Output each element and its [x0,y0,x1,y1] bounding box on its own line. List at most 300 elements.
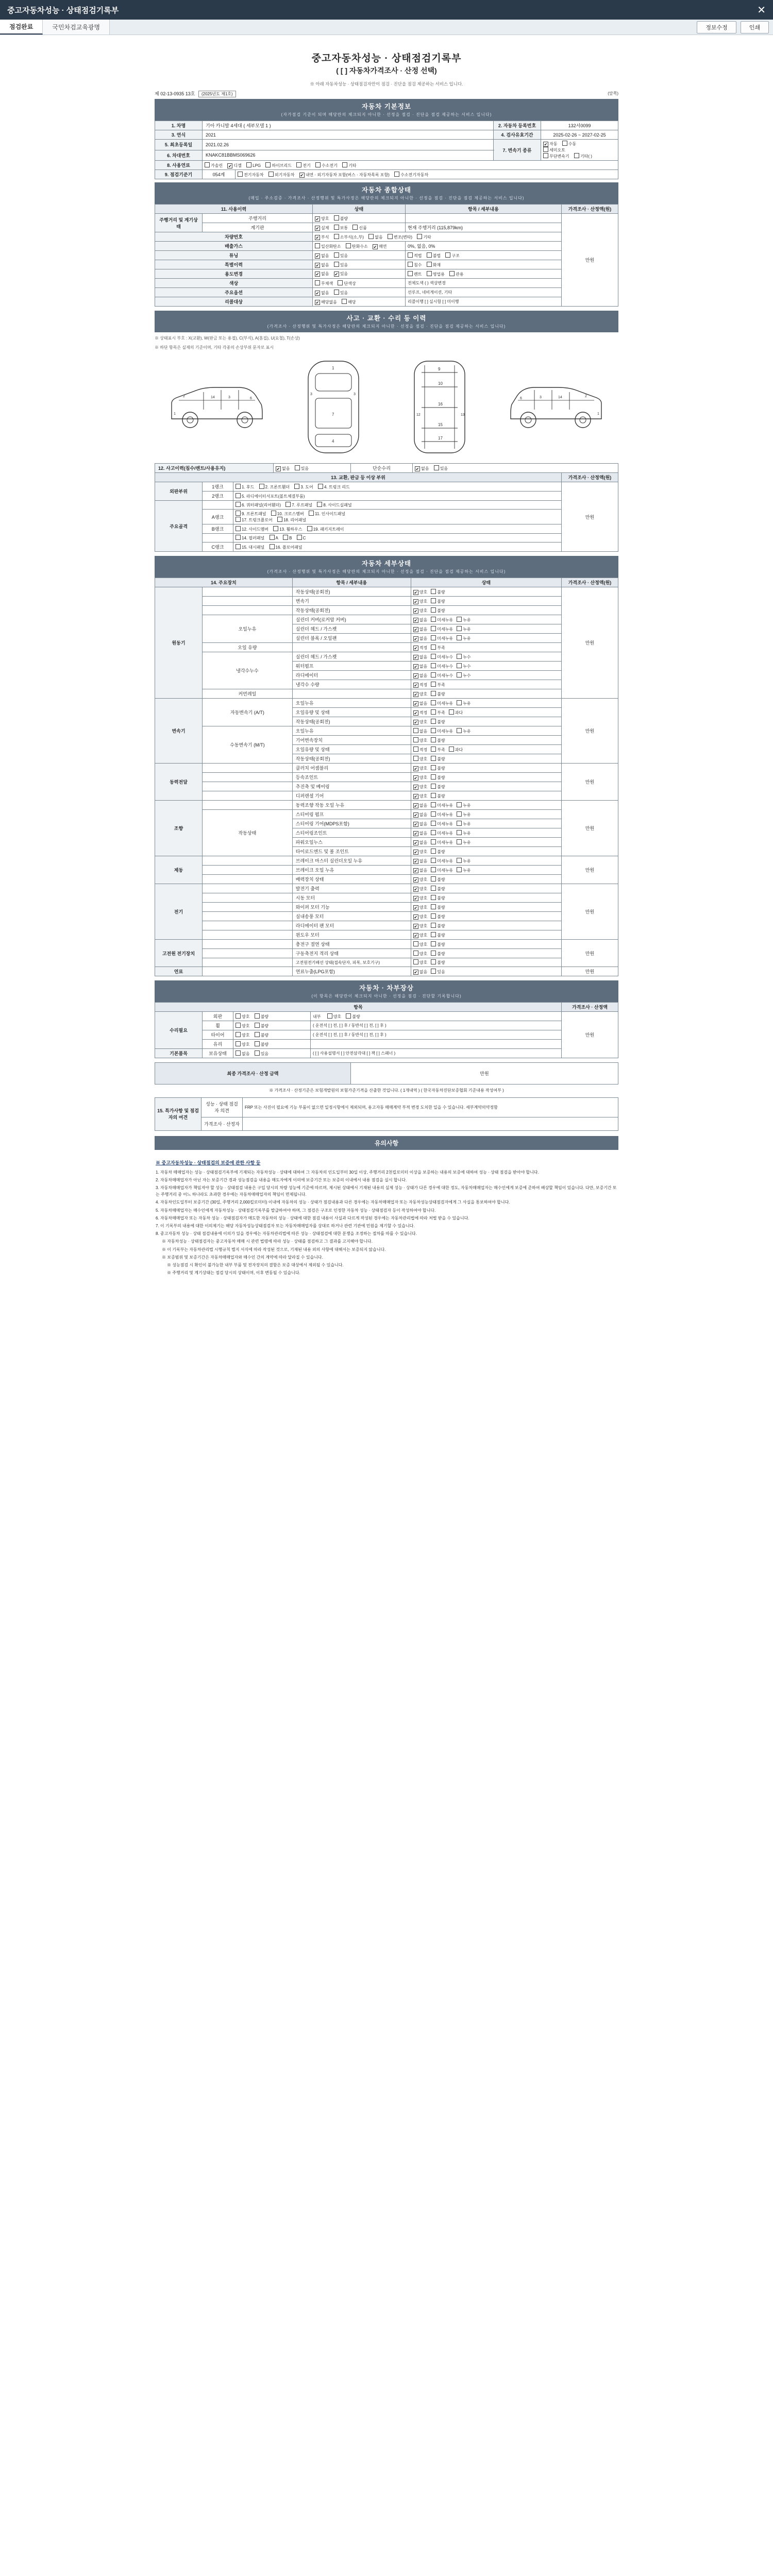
checkbox-none[interactable]: ✔ 없음 [413,812,427,818]
checkbox-tuning-none[interactable]: ✔ 없음 [315,253,329,259]
extra-options [233,1021,311,1030]
item-options [411,652,561,662]
checkbox-yes[interactable]: 있음 [431,969,445,975]
checkbox-hybrid[interactable]: 하이브리드 [265,162,292,168]
checkbox-business[interactable]: 영업용 [427,271,445,277]
checkbox-quarter-panel[interactable]: 6. 쿼터패널(리어휀더) [236,502,281,508]
checkbox-bad[interactable]: 불량 [431,932,445,938]
item-label: 작동상태(공회전) [292,717,411,726]
checkbox-low[interactable]: 부족 [431,709,445,716]
checkbox-leak[interactable]: 누유 [457,802,470,808]
checkbox-bad[interactable]: 불량 [431,904,445,910]
checkbox-low[interactable]: 부족 [431,645,445,651]
form-number: 제 02-13-0935 13호 [155,91,195,96]
checkbox-package-tray[interactable]: 19. 패키지트레이 [307,526,344,532]
checkbox-bad[interactable]: 불량 [255,1032,268,1038]
checkbox-other[interactable]: 기타( ) [574,153,592,159]
checkbox-bad[interactable]: 불량 [431,598,445,604]
sub-label-oil-level: 오일 유량 [203,643,293,652]
table-row [155,288,618,297]
table-row [155,893,618,903]
checkbox-none[interactable]: ✔ 없음 [413,617,427,623]
document-sheet [0,35,773,1303]
sub-label [203,597,293,606]
extra-item: 휠 [203,1021,233,1030]
section-band-basic [155,99,618,121]
opinion-price-value [243,1117,618,1130]
table-head-row [155,473,618,482]
checkbox-bad[interactable]: 불량 [255,1023,268,1029]
checkbox-bad[interactable]: 불량 [255,1013,268,1020]
checkbox-bad[interactable]: 불량 [431,876,445,883]
checkbox-good[interactable]: ✔ 양호 [413,589,427,595]
checkbox-electric[interactable]: 전기 [296,162,310,168]
checkbox-hydrogen[interactable]: 수소전기 [315,162,338,168]
checkbox-none[interactable]: 없음 [236,1050,249,1057]
panel-price: 만원 [562,482,618,552]
checkbox-co[interactable]: 일산화탄소 [315,243,341,249]
checkbox-trunk-lid[interactable]: 4. 트렁크 리드 [318,484,350,490]
table-extra-status [155,1002,618,1058]
checkbox-leak[interactable]: 누유 [457,626,470,632]
checkbox-none[interactable]: 없음 [368,234,382,240]
table-row [155,801,618,810]
checkbox-recall-na[interactable]: ✔ 해당없음 [315,299,337,305]
checkbox-usage-yes[interactable]: ✔ 있음 [334,271,348,277]
checkbox-fuel-other[interactable]: 기타 [342,162,356,168]
checkbox-good[interactable]: ✔ 양호 [413,877,427,883]
checkbox-low[interactable]: 부족 [431,747,445,753]
col-head-0: 11. 사용이력 [155,205,313,214]
checkbox-none[interactable]: ✔ 없음 [413,868,427,873]
checkbox-good[interactable]: ✔ 양호 [413,719,427,725]
checkbox-over[interactable]: 과다 [449,747,463,753]
item-options [411,606,561,615]
row-label-tuning: 튜닝 [155,251,313,260]
checkbox-smoke[interactable]: ✔ 매연 [373,244,386,249]
checkbox-bad[interactable]: 불량 [431,793,445,799]
tab-1[interactable] [43,20,110,35]
group-hv-electric: 고전원 전기장치 [155,940,203,967]
table-row [155,949,618,958]
checkbox-acc-yes[interactable]: 있음 [295,465,309,471]
checkbox-bad[interactable]: 불량 [431,774,445,781]
checkbox-good[interactable]: ✔ 양호 [413,886,427,892]
guide-item: 1. 자동차 매매업자는 성능 · 상태점검기록부에 기재되는 자동차성능 · 상태에 대하여 그 자동차의 인도일부터 30일 이상, 주행거리 2천킬로미터 이상을 보증하는 내용의 보증에 대하여 성능 · 상태 점검을 받아야 합니다. [156,1170,539,1175]
checkbox-bad[interactable]: 불량 [431,784,445,790]
doc-meta [155,90,618,97]
checkbox-good[interactable]: ✔ 양호 [315,216,329,222]
checkbox-side-member[interactable]: 12. 사이드멤버 [236,526,268,532]
checkbox-cross-member[interactable]: 10. 크로스멤버 [271,511,304,517]
checkbox-bad[interactable]: 불량 [334,215,348,222]
sub-label-mt: 수동변속기 (M/T) [203,726,293,764]
checkbox-pillar-panel[interactable]: 14. 필러패널 [236,535,264,541]
checkbox-good[interactable]: ✔ 양호 [413,933,427,938]
checkbox-pillar-b[interactable]: B [283,535,292,540]
extra-cat-repair: 수리필요 [155,1012,203,1049]
group-price: 만원 [562,699,618,764]
item-options [411,967,561,976]
checkbox-corrosion[interactable]: ✔ 부식 [315,234,329,240]
checkbox-bad[interactable]: 불량 [255,1041,268,1047]
table-row [155,260,618,269]
vin-label: 6. 차대번호 [155,150,203,161]
table-final-price [155,1062,618,1084]
checkbox-semiauto[interactable]: 세미오토 [543,147,565,153]
checkbox-special-none[interactable]: ✔ 없음 [315,262,329,268]
panel-rank: A랭크 [203,510,233,524]
checkbox-bad[interactable]: 불량 [431,923,445,929]
checkbox-dash-panel[interactable]: 15. 대시패널 [236,544,264,550]
first-reg-value: 2021.02.26 [203,140,494,150]
checkbox-leak[interactable]: 누유 [457,728,470,734]
table-head-row [155,205,618,214]
guide-item: 8. 중고자동차 성능 · 상태 점검내용에 이의가 있을 경우에는 자동차관리법에 따른 성능 · 상태점검에 대한 분쟁을 조정하는 절차를 따를 수 있습니다. [156,1231,417,1236]
checkbox-good[interactable]: 양호 [236,1023,249,1029]
checkbox-none[interactable]: ✔ 없음 [413,821,427,827]
checkbox-actual[interactable]: ✔ 실제 [315,225,329,231]
checkbox-auto[interactable]: ✔자동 [543,141,557,147]
svg-text:2: 2 [584,395,587,398]
svg-text:9: 9 [438,367,441,371]
checkbox-none[interactable]: ✔ 없음 [413,636,427,641]
row-options [313,214,406,223]
checkbox-none[interactable]: ✔ 없음 [413,831,427,836]
sub-label-common-rail: 커먼레일 [203,689,293,699]
sub-label [203,884,293,893]
checkbox-diesel[interactable]: ✔ 디젤 [227,163,241,168]
detail-head-1: 항목 / 세부내용 [292,578,411,587]
guide-item: 4. 자동차인도일부터 보증기간 (30일, 주행거리 2,000킬로미터) 이내에 자동차의 성능 · 상태가 점검내용과 다른 경우에는 자동차매매업자 또는 자동차성능상태점검자에게 그 사실을 통보하여야 합니다. [156,1200,510,1205]
checkbox-lpg[interactable]: LPG [246,162,261,168]
checkbox-opt-none[interactable]: ✔ 없음 [315,290,329,296]
group-price: 만원 [562,856,618,884]
table-row [155,587,618,597]
checkbox-seep[interactable]: 미세누유 [431,830,453,836]
item-label: 등속조인트 [292,773,411,782]
checkbox-rear-panel[interactable]: 18. 리어패널 [277,517,306,523]
checkbox-seep[interactable]: 미세누유 [431,811,453,818]
diagram-note-1: ※ 상태표시 부호 : X(교환), W(판금 또는 용접), C(부식), A(흠집), U(요철), T(손상) [155,336,300,341]
checkbox-outside[interactable]: 외기자동차 [268,172,295,178]
table-row [155,930,618,940]
checkbox-good[interactable]: 양호 [236,1013,249,1020]
checkbox-inside-panel[interactable]: 11. 인사이드패널 [309,511,345,517]
checkbox-bad[interactable]: 불량 [431,589,445,595]
checkbox-none[interactable]: 없음 [413,728,427,734]
guide-footnote: ※ 주행거리 및 계기상태는 점검 당시의 상태이며, 이후 변동될 수 있습니다. [167,1270,300,1276]
checkbox-leak[interactable]: 누유 [457,635,470,641]
checkbox-roof-panel[interactable]: 7. 루프패널 [285,502,312,508]
table-row [155,464,618,473]
checkbox-none[interactable]: ✔ 없음 [413,701,427,706]
checkbox-none[interactable]: ✔ 없음 [413,654,427,660]
reg-no-label: 2. 자동차 등록번호 [494,121,541,130]
svg-text:6: 6 [250,397,253,400]
table-row [155,534,618,543]
checkbox-seep[interactable]: 미세누유 [431,617,453,623]
checkbox-official[interactable]: 관용 [449,271,463,277]
group-electric: 전기 [155,884,203,940]
checkbox-none[interactable]: ✔ 없음 [413,803,427,808]
checkbox-minor[interactable]: 소부식(소,부) [334,234,364,240]
item-label [292,689,411,699]
checkbox-bad[interactable]: 불량 [431,691,445,697]
band-title: 자동차 종합상태 [362,187,411,194]
checkbox-illegal[interactable]: 불법 [427,252,441,259]
checkbox-none[interactable]: ✔ 없음 [413,664,427,669]
checkbox-bad[interactable]: 불량 [431,959,445,965]
tab-0[interactable] [0,20,43,35]
checkbox-leak[interactable]: 누유 [457,858,470,864]
checkbox-good[interactable]: 양호 [413,756,427,762]
checkbox-good[interactable]: 양호 [413,951,427,957]
checkbox-none[interactable]: ✔ 없음 [413,840,427,845]
checkbox-ev[interactable]: 전기자동차 [238,172,264,178]
item-label: 변속기 [292,597,411,606]
checkbox-special-yes[interactable]: 있음 [334,262,348,268]
table-row [155,921,618,930]
checkbox-etc[interactable]: 기타 [417,234,431,240]
checkbox-good[interactable]: ✔ 양호 [413,784,427,790]
checkbox-good[interactable]: ✔ 양호 [413,793,427,799]
table-row [155,130,618,140]
app-titlebar [0,0,773,20]
checkbox-rep-yes[interactable]: 있음 [434,465,448,471]
checkbox-cvt[interactable]: 무단변속기 [543,153,569,159]
checkbox-trunk-floor[interactable]: 17. 트렁크플로어 [236,517,273,523]
checkbox-low[interactable]: 부족 [431,682,445,688]
checkbox-fcev[interactable]: 수소전기자동차 [394,172,428,178]
extra-head-1: 항목 [155,1003,562,1012]
checkbox-good[interactable]: ✔ 양호 [413,691,427,697]
checkbox-bad[interactable]: 불량 [431,756,445,762]
checkbox-bad[interactable]: 불량 [431,765,445,771]
item-options [411,764,561,773]
checkbox-seep[interactable]: 미세누유 [431,821,453,827]
checkbox-good[interactable]: 양호 [236,1041,249,1047]
checkbox-adequate[interactable]: ✔ 적정 [413,682,427,688]
item-label: 동력조향 작동 오일 누유 [292,801,411,810]
extra-options [233,1049,311,1058]
checkbox-inner-bad[interactable]: 불량 [346,1013,360,1020]
checkbox-tuning-yes[interactable]: 있음 [334,252,348,259]
checkbox-none[interactable]: ✔ 없음 [413,626,427,632]
checkbox-seep[interactable]: 미세누유 [431,858,453,864]
table-basic-info [155,121,618,179]
checkbox-adequate[interactable]: ✔ 적정 [413,645,427,651]
row-options [313,223,406,232]
checkbox-rent[interactable]: 렌트 [408,271,422,277]
checkbox-seep[interactable]: 미세누수 [431,654,453,660]
svg-text:6: 6 [519,397,522,400]
checkbox-altered[interactable]: 변조(변타) [388,234,412,240]
table-row [155,866,618,875]
item-label: 오일유량 및 상태 [292,745,411,754]
sub-label-at: 자동변속기 (A/T) [203,699,293,726]
svg-text:4: 4 [331,439,334,444]
page-note: ※ 아래 자동차성능 · 상태점검자만이 점검 · 진단을 점검 제공하는 서비스 입니다. [310,81,463,87]
inspection-std-value: 054계 [203,170,236,179]
checkbox-over[interactable]: 과다 [449,709,463,716]
checkbox-good[interactable]: ✔ 양호 [413,849,427,855]
band-subtitle: (가격조사 · 산정행위 및 특가사정은 해당란의 체크되지 아니한 · 선정을 점검 · 진단을 점검 제공하는 서비스 입니다) [267,569,506,574]
checkbox-adequate[interactable]: 적정 [413,747,427,753]
checkbox-door[interactable]: 3. 도어 [294,484,313,490]
checkbox-rep-none[interactable]: ✔ 없음 [415,466,429,471]
checkbox-good[interactable]: 양호 [413,737,427,743]
table-row [155,643,618,652]
item-options [411,717,561,726]
checkbox-seep[interactable]: 미세누유 [431,626,453,632]
checkbox-hood[interactable]: 1. 후드 [236,484,254,490]
checkbox-achromatic[interactable]: 무채색 [315,280,333,286]
checkbox-good[interactable]: ✔ 양호 [413,923,427,929]
edit-info-button[interactable]: 정보수정 [697,21,736,33]
checkbox-bad[interactable]: 불량 [431,886,445,892]
checkbox-bad[interactable]: 불량 [431,913,445,920]
checkbox-leak[interactable]: 누유 [457,867,470,873]
item-label: 실린더 블록 / 오일팬 [292,634,411,643]
final-note-sub: ( 1개내역 ) [400,1088,420,1093]
row-options [313,297,406,307]
checkbox-leak[interactable]: 누유 [457,617,470,623]
checkbox-leak[interactable]: 누유 [457,811,470,818]
guide-item: 6. 자동차매매업자 또는 자동차 성능 · 상태점검자가 매도한 자동차의 성능 · 상태에 대한 점검 내용이 사실과 다르게 작성된 경우에는 자동차관리법에 따라 처벌 받을 수 있습니다. [156,1215,469,1221]
extra-cat-basic: 기본품목 [155,1049,203,1058]
item-label: 타이로드엔드 및 볼 조인트 [292,847,411,856]
checkbox-gasoline[interactable]: 가솔린 [205,162,223,168]
item-label: 윈도우 모터 [292,930,411,940]
checkbox-good[interactable]: 양호 [236,1032,249,1038]
checkbox-adequate[interactable]: ✔ 적정 [413,710,427,716]
checkbox-single-color[interactable]: 단색상 [338,280,356,286]
extra-options [233,1040,311,1049]
checkbox-front-panel[interactable]: 9. 프론트패널 [236,511,266,517]
checkbox-leak[interactable]: 누유 [457,821,470,827]
col-head-3: 가격조사 · 산정액(원) [562,205,618,214]
group-steering: 조향 [155,801,203,856]
checkbox-bad[interactable]: 불량 [431,737,445,743]
checkbox-pillar-c[interactable]: C [297,535,306,540]
checkbox-good[interactable]: ✔ 양호 [413,905,427,910]
checkbox-seep[interactable]: 미세누유 [431,839,453,845]
row-label-vin-stamp: 차량번호 [155,232,313,242]
checkbox-recall-yes[interactable]: 해당 [342,299,356,305]
checkbox-leak[interactable]: 누수 [457,663,470,669]
checkbox-bad[interactable]: 불량 [431,607,445,614]
checkbox-acc-none[interactable]: ✔ 없음 [276,466,290,471]
checkbox-manual[interactable]: 수동 [562,141,576,147]
checkbox-bad[interactable]: 불량 [431,941,445,947]
checkbox-good[interactable]: ✔ 양호 [413,766,427,771]
checkbox-bad[interactable]: 불량 [431,719,445,725]
opinion-col-1: 성능 · 상태 점검자 의견 [201,1097,243,1117]
checkbox-radiator-support[interactable]: 5. 라디에이터서포트(볼트체결부품) [236,493,305,499]
item-label: 발전기 출력 [292,884,411,893]
checkbox-structure[interactable]: 구조 [445,252,459,259]
checkbox-legal[interactable]: 적법 [408,252,422,259]
checkbox-front-fender[interactable]: 2. 프론트휀더 [259,484,290,490]
checkbox-seep[interactable]: 미세누유 [431,867,453,873]
checkbox-seep[interactable]: 미세누유 [431,700,453,706]
checkbox-flood[interactable]: 침수 [408,262,422,268]
checkbox-usage-none[interactable]: ✔ 없음 [315,271,329,277]
panel-items [233,501,562,510]
checkbox-hc[interactable]: 탄화수소 [346,243,368,249]
checkbox-good[interactable]: ✔ 양호 [413,608,427,614]
checkbox-opt-yes[interactable]: 있음 [334,290,348,296]
table-panel-replacement [155,472,618,552]
print-button[interactable]: 인쇄 [741,21,769,33]
svg-text:3: 3 [539,396,542,399]
item-label: 라디에이터 팬 모터 [292,921,411,930]
checkbox-seep[interactable]: 미세누유 [431,728,453,734]
checkbox-fire[interactable]: 화재 [427,262,441,268]
checkbox-bad[interactable]: 불량 [431,849,445,855]
table-row [155,940,618,949]
checkbox-none[interactable]: ✔ 없음 [413,858,427,864]
car-side-right-diagram [508,379,606,435]
final-note-left: ※ 가격조사 · 산정기준은 보험개발원의 보험가준기격을 산출한 것입니다. [269,1088,399,1093]
checkbox-normal[interactable]: 보통 [334,225,348,231]
checkbox-good[interactable]: ✔ 양호 [413,599,427,604]
checkbox-floor-panel[interactable]: 16. 플로어패널 [270,544,303,550]
checkbox-leak[interactable]: 누유 [457,700,470,706]
checkbox-seep[interactable]: 미세누수 [431,672,453,679]
checkbox-bad[interactable]: 불량 [431,895,445,901]
checkbox-inner-good[interactable]: 양호 [327,1013,341,1020]
item-options [411,801,561,810]
checkbox-good[interactable]: 양호 [413,941,427,947]
checkbox-leak[interactable]: 누유 [457,839,470,845]
checkbox-leak[interactable]: 누수 [457,672,470,679]
checkbox-side-sill[interactable]: 8. 사이드실패널 [317,502,351,508]
table-row [155,1097,618,1117]
sub-label [203,801,293,810]
item-options [411,847,561,856]
group-price: 만원 [562,801,618,856]
checkbox-seep[interactable]: 미세누유 [431,802,453,808]
table-row [155,903,618,912]
checkbox-seep[interactable]: 미세누수 [431,663,453,669]
checkbox-none[interactable]: ✔ 없음 [413,673,427,679]
group-engine: 원동기 [155,587,203,699]
checkbox-wheel-house[interactable]: 13. 휠하우스 [273,526,302,532]
checkbox-good[interactable]: ✔ 양호 [413,914,427,920]
checkbox-good[interactable]: ✔ 양호 [413,895,427,901]
checkbox-leak[interactable]: 누수 [457,654,470,660]
checkbox-bad[interactable]: 불량 [431,951,445,957]
car-top-diagram [295,358,372,456]
checkbox-none[interactable]: ✔ 없음 [413,969,427,975]
row-options [313,232,562,242]
table-head-row [155,578,618,587]
checkbox-good[interactable]: 양호 [413,959,427,965]
row-detail [406,260,562,269]
checkbox-new[interactable]: 신품 [352,225,366,231]
checkbox-good[interactable]: ✔ 양호 [413,775,427,781]
checkbox-ice-incl[interactable]: ✔ 내연 · 외기자동차 포함(버스 · 자동차목록 포함) [299,172,390,178]
checkbox-yes[interactable]: 있음 [255,1050,268,1057]
checkbox-seep[interactable]: 미세누유 [431,635,453,641]
checkbox-pillar-a[interactable]: A [270,535,278,540]
page-subtitle: ( [ ] 자동차가격조사 · 산정 선택) [336,66,437,75]
close-icon[interactable]: ✕ [757,4,766,16]
checkbox-leak[interactable]: 누유 [457,830,470,836]
price-cell: 만원 [562,214,618,307]
